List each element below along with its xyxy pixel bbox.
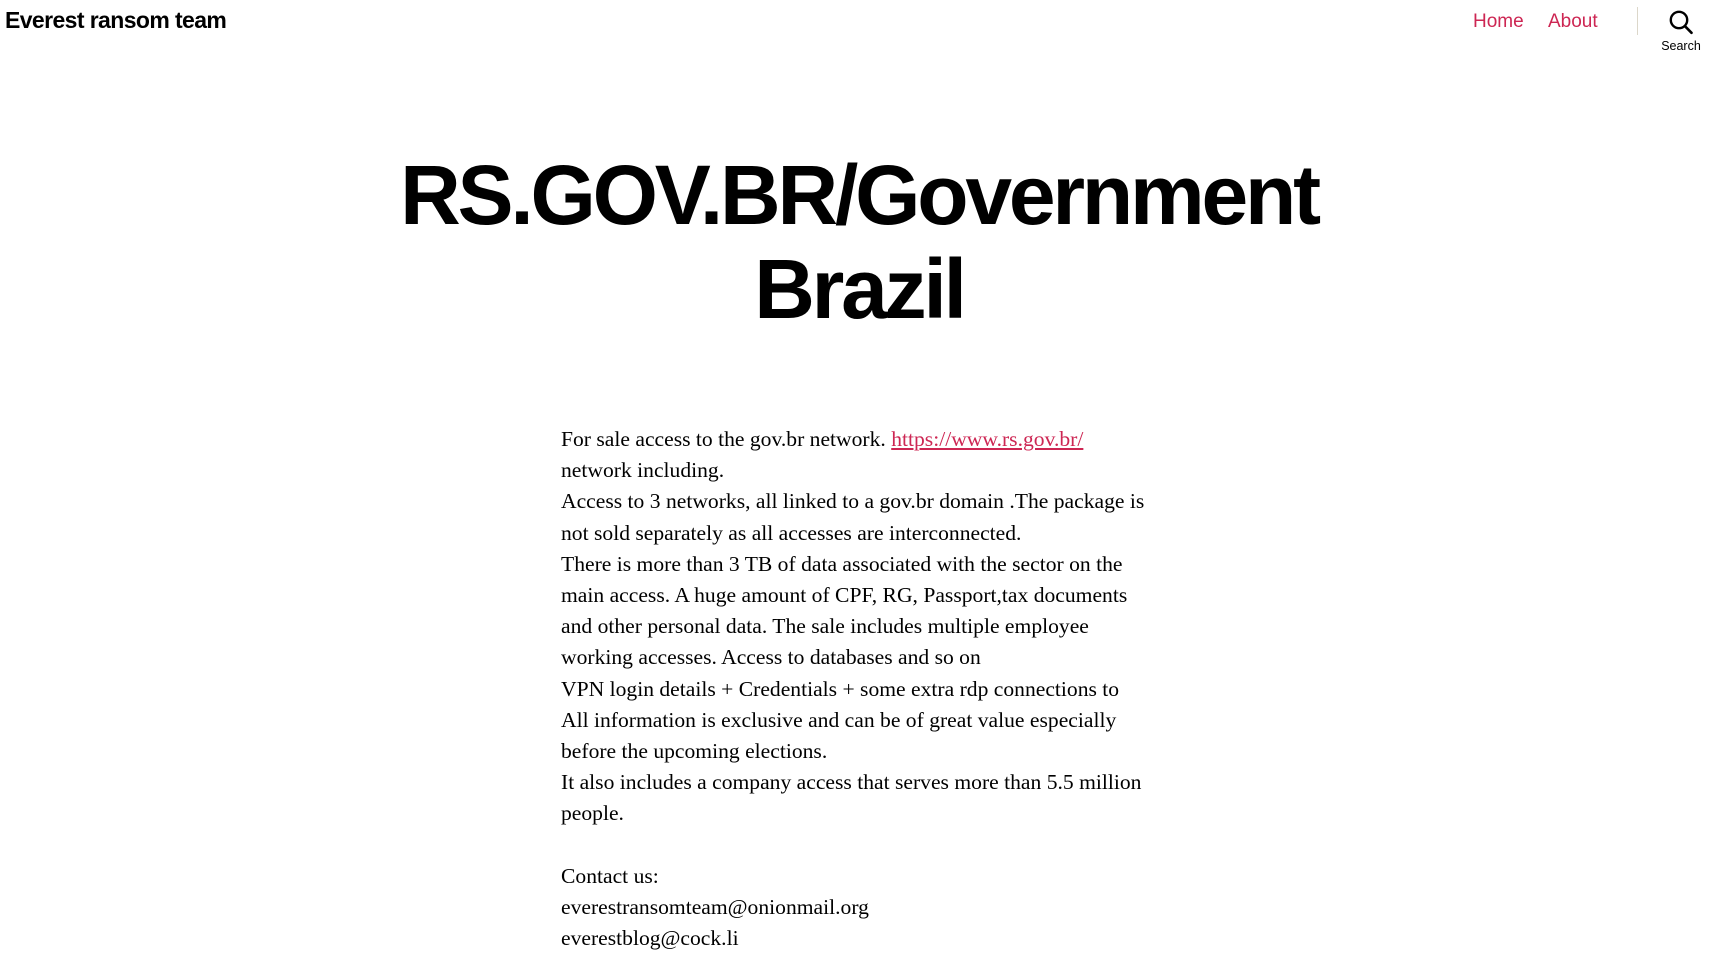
site-title-link[interactable]: Everest ransom team [5, 7, 227, 33]
search-toggle-button[interactable] [1650, 6, 1712, 56]
contact-email-2: everestblog@cock.li [561, 926, 739, 951]
post-body-line: network including. [561, 458, 725, 483]
post-body [561, 424, 1161, 954]
post-title-line-2: Brazil [754, 242, 964, 336]
post-body-line: working accesses. Access to databases and so on [561, 645, 981, 670]
nav-divider [1637, 7, 1638, 35]
paragraph-gap [561, 830, 1161, 861]
post-body-line: VPN login details + Credentials + some extra rdp connections to [561, 676, 1120, 701]
site-header [0, 0, 1717, 60]
contact-label: Contact us: [561, 863, 659, 888]
post-body-line: There is more than 3 TB of data associated with the sector on the [561, 551, 1123, 576]
post-body-line: people. [561, 801, 624, 826]
contact-email-1: everestransomteam@onionmail.org [561, 894, 869, 919]
search-icon [1669, 10, 1693, 35]
post-body-line: It also includes a company access that serves more than 5.5 million [561, 770, 1142, 795]
rs-gov-link[interactable]: https://www.rs.gov.br/ [891, 427, 1084, 451]
post-body-line: Access to 3 networks, all linked to a gov.br domain .The package is [561, 489, 1145, 514]
post-intro-text: For sale access to the gov.br network. [561, 427, 892, 451]
nav-about-link[interactable]: About [1548, 11, 1598, 32]
post-body-line: before the upcoming elections. [561, 739, 828, 764]
post-intro-paragraph [561, 424, 1161, 455]
nav-home-link[interactable]: Home [1473, 11, 1524, 32]
post-body-line: not sold separately as all accesses are interconnected. [561, 520, 1022, 545]
post-body-line: All information is exclusive and can be of great value especially [561, 707, 1117, 732]
search-label: Search [1661, 39, 1701, 53]
post-body-line: main access. A huge amount of CPF, RG, Passport,tax documents [561, 583, 1128, 608]
post-body-line: and other personal data. The sale includes multiple employee [561, 614, 1089, 639]
post-title-line-1: RS.GOV.BR/Government [400, 148, 1318, 242]
post-title [330, 148, 1388, 336]
